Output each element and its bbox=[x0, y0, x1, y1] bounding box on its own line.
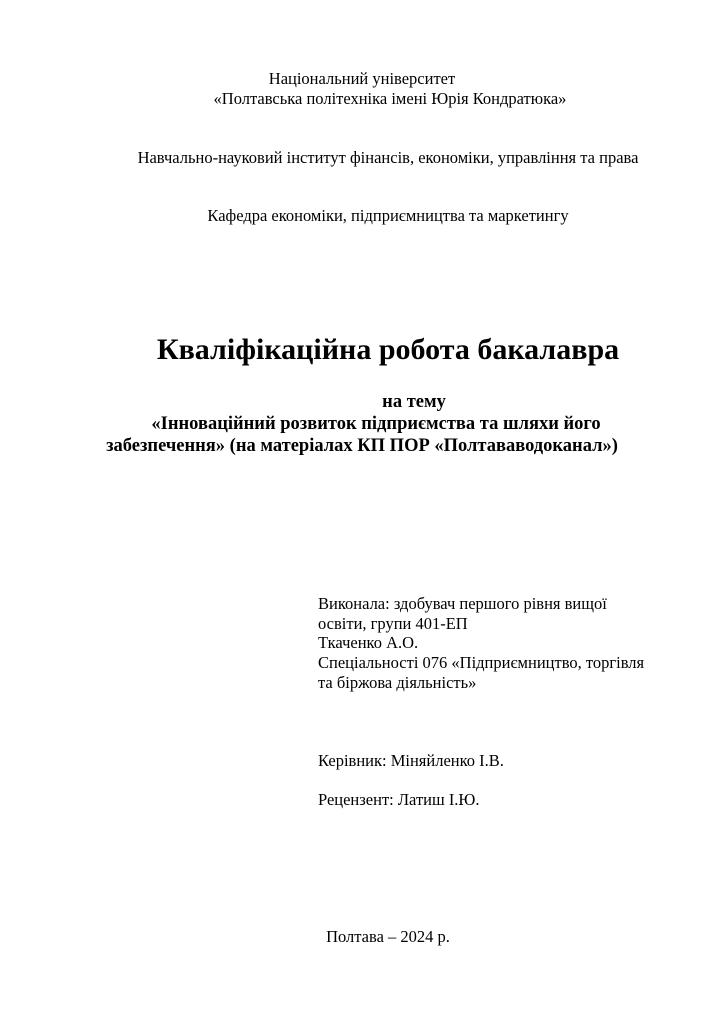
department-name: Кафедра економіки, підприємництва та маркетингу bbox=[207, 206, 569, 225]
topic-label: на тему bbox=[382, 392, 446, 412]
city-year: Полтава – 2024 р. bbox=[326, 927, 450, 946]
supervisor: Керівник: Міняйленко І.В. bbox=[318, 751, 504, 770]
author-info-line-2: освіти, групи 401-ЕП bbox=[318, 614, 468, 633]
university-name-line2: «Полтавська політехніка імені Юрія Кондратюка» bbox=[213, 89, 567, 108]
topic-line-2: забезпечення» (на матеріалах КП ПОР «Полтававодоканал») bbox=[106, 436, 618, 456]
author-info-line-1: Виконала: здобувач першого рівня вищої bbox=[318, 594, 607, 613]
reviewer: Рецензент: Латиш І.Ю. bbox=[318, 790, 480, 809]
topic-line-1: «Інноваційний розвиток підприємства та шляхи його bbox=[151, 414, 601, 434]
author-specialty-line-1: Спеціальності 076 «Підприємництво, торгівля bbox=[318, 653, 645, 672]
author-name: Ткаченко А.О. bbox=[318, 633, 419, 652]
university-name-line1: Національний університет bbox=[268, 69, 456, 88]
institute-name: Навчально-науковий інститут фінансів, економіки, управління та права bbox=[137, 148, 639, 167]
document-title: Кваліфікаційна робота бакалавра bbox=[156, 333, 620, 366]
author-specialty-line-2: та біржова діяльність» bbox=[318, 673, 477, 692]
